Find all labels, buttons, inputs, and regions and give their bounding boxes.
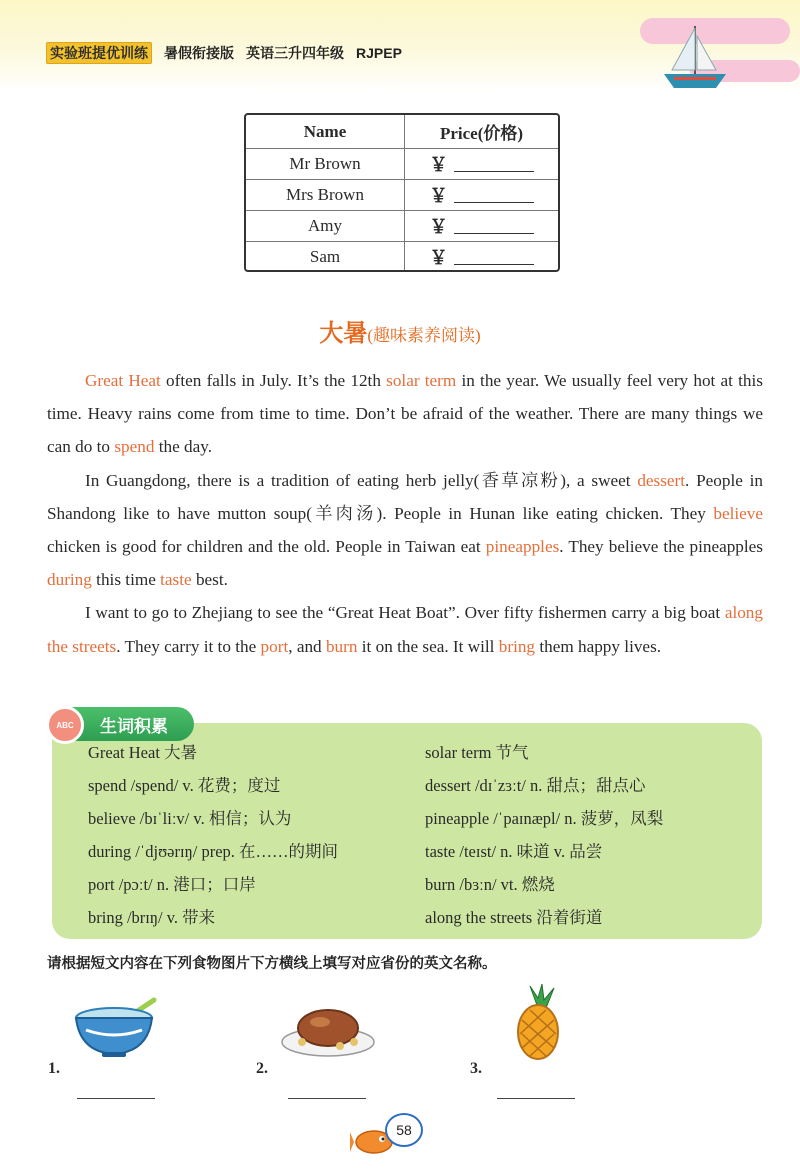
section-title-main: 大暑 <box>319 321 368 347</box>
table-row <box>246 148 558 179</box>
roast-chicken-icon <box>280 996 376 1060</box>
header-subject: 英语三升四年级 <box>246 45 344 61</box>
vocab-item: port /pɔːt/ n. 港口；口岸 <box>88 875 256 894</box>
currency-symbol: ￥ <box>429 155 448 175</box>
vocab-item: along the streets 沿着街道 <box>425 908 603 927</box>
question-number: 2. <box>256 1060 268 1077</box>
header-edition: RJPEP <box>356 45 402 61</box>
vocab-item: burn /bɜːn/ vt. 燃烧 <box>425 875 555 894</box>
table-header-row <box>246 115 558 148</box>
passage-text: it on the sea. It will <box>357 636 499 656</box>
name-cell: Sam <box>246 242 405 272</box>
highlighted-word: spend <box>114 437 155 457</box>
name-cell: Mr Brown <box>246 149 405 179</box>
soup-bowl-icon <box>74 996 164 1060</box>
highlighted-word: during <box>47 570 92 590</box>
table-row <box>246 241 558 272</box>
passage-text: . They believe the pineapples <box>559 537 763 557</box>
price-cell <box>405 180 558 210</box>
header-title <box>46 42 402 64</box>
sailboat-icon <box>660 22 730 94</box>
piggy-abc-icon: ABC <box>46 706 84 744</box>
highlighted-word: bring <box>498 636 536 656</box>
price-table <box>244 113 560 272</box>
vocab-item: believe /bɪˈliːv/ v. 相信；认为 <box>88 809 292 828</box>
answer-blank[interactable] <box>288 1098 366 1099</box>
passage-paragraph <box>47 464 763 597</box>
vocab-item: spend /spend/ v. 花费；度过 <box>88 776 281 795</box>
vocabulary-tag: 生词积累 <box>52 707 194 741</box>
passage-text: the day. <box>154 437 213 457</box>
highlighted-word: burn <box>325 636 358 656</box>
currency-symbol: ￥ <box>429 217 448 237</box>
column-header-price: Price(价格) <box>439 124 524 143</box>
highlighted-word: Great Heat <box>85 371 161 390</box>
answer-blank[interactable] <box>454 188 534 203</box>
answer-blank[interactable] <box>454 250 534 265</box>
page-number: 58 <box>385 1113 423 1147</box>
table-row <box>246 179 558 210</box>
passage-paragraph <box>47 596 763 662</box>
currency-symbol: ￥ <box>429 186 448 206</box>
price-cell <box>405 211 558 241</box>
vocab-item: during /ˈdjʊərɪŋ/ prep. 在……的期间 <box>88 842 339 861</box>
answer-blank[interactable] <box>454 219 534 234</box>
passage-text: this time <box>91 570 161 590</box>
highlighted-word: pineapples <box>485 537 560 557</box>
vocabulary-list <box>88 739 748 937</box>
section-title <box>0 313 800 348</box>
passage-text: often falls in July. It’s the 12th <box>160 371 387 390</box>
passage-text: them happy lives. <box>535 636 662 656</box>
price-cell <box>405 149 558 179</box>
answer-blank[interactable] <box>497 1098 575 1099</box>
name-cell: Amy <box>246 211 405 241</box>
vocab-item: taste /teɪst/ n. 味道 v. 品尝 <box>425 842 603 861</box>
highlighted-word: solar term <box>386 371 457 390</box>
question-number: 3. <box>470 1060 482 1077</box>
highlighted-word: along the streets <box>47 603 763 656</box>
vocab-item: Great Heat 大暑 <box>88 743 198 762</box>
answer-blank[interactable] <box>77 1098 155 1099</box>
price-cell <box>405 242 558 272</box>
highlighted-word: taste <box>160 570 192 590</box>
passage-text: . People in Shandong like to have mutton soup(羊肉汤). People in Hunan like eating chicken. They <box>47 470 763 523</box>
passage-text: best. <box>191 570 228 590</box>
section-title-sub: (趣味素养阅读) <box>367 326 481 345</box>
table-row <box>246 210 558 241</box>
passage-text: . They carry it to the <box>116 636 261 656</box>
question-number: 1. <box>48 1060 60 1077</box>
currency-symbol: ￥ <box>429 248 448 268</box>
highlighted-word: dessert <box>637 470 686 490</box>
passage-text: I want to go to Zhejiang to see the “Great Heat Boat”. Over fifty fishermen carry a big boat <box>85 603 725 623</box>
vocab-item: solar term 节气 <box>425 743 529 762</box>
passage-text: in the year. We usually feel very hot at this time. Heavy rains come from time to time. Don’t be afraid of the weather. There are many things we can do to <box>47 371 763 457</box>
answer-blank[interactable] <box>454 157 534 172</box>
vocab-item: dessert /dɪˈzɜːt/ n. 甜点；甜点心 <box>425 776 646 795</box>
highlighted-word: believe <box>713 503 763 523</box>
header-series: 暑假衔接版 <box>164 45 234 61</box>
name-cell: Mrs Brown <box>246 180 405 210</box>
passage-text: chicken is good for children and the old. People in Taiwan eat <box>47 537 486 557</box>
passage-text: In Guangdong, there is a tradition of eating herb jelly(香草凉粉), a sweet <box>85 470 638 490</box>
highlighted-word: port <box>260 636 289 656</box>
column-header-name: Name <box>246 115 405 148</box>
header-badge: 实验班提优训练 <box>46 42 152 64</box>
reading-passage <box>47 364 763 663</box>
instruction-text: 请根据短文内容在下列食物图片下方横线上填写对应省份的英文名称。 <box>47 956 497 972</box>
passage-text: , and <box>288 636 326 656</box>
passage-paragraph <box>47 364 763 464</box>
vocab-item: bring /brɪŋ/ v. 带来 <box>88 908 216 927</box>
pineapple-icon <box>508 982 568 1062</box>
vocab-item: pineapple /ˈpaɪnæpl/ n. 菠萝，凤梨 <box>425 809 664 828</box>
